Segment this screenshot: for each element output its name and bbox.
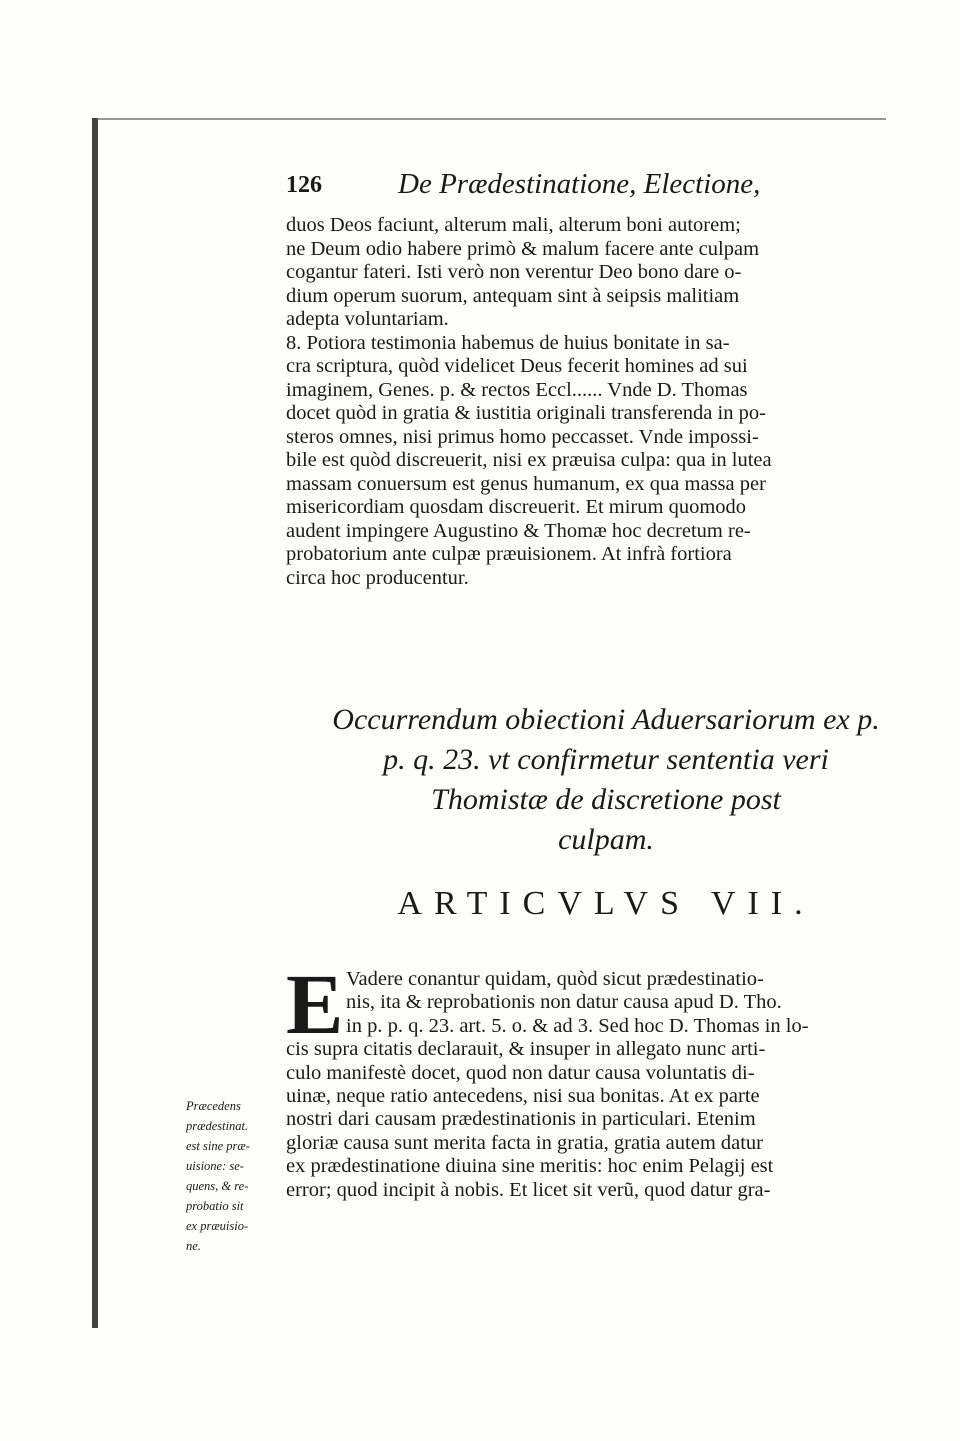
text-line: imaginem, Genes. p. & rectos Eccl...... Vnde D. Thomas <box>286 378 748 401</box>
text-line: docet quòd in gratia & iustitia originali transferenda in po- <box>286 402 766 424</box>
margin-line: probatio sit <box>186 1199 244 1213</box>
text-line: bile est quòd discreuerit, nisi ex præuisa culpa: qua in lutea <box>286 449 772 471</box>
margin-line: ne. <box>186 1239 201 1253</box>
text-line: misericordiam quosdam discreuerit. Et mirum quomodo <box>286 496 747 518</box>
margin-line: quens, & re- <box>186 1179 249 1193</box>
running-title: De Prædestinatione, Electione, <box>398 168 761 200</box>
page-gutter-shadow <box>92 118 98 1328</box>
page-header <box>286 168 886 208</box>
article-body <box>286 968 922 1202</box>
text-line: dium operum suorum, antequam sint à seipsis malitiam <box>286 284 740 307</box>
drop-cap: E <box>286 956 344 1052</box>
text-line: audent impingere Augustino & Thomæ hoc decretum re- <box>286 519 751 542</box>
page-number: 126 <box>286 172 322 198</box>
body-paragraphs <box>286 214 922 590</box>
heading-line: culpam. <box>558 823 654 856</box>
text-line: uinæ, neque ratio antecedens, nisi sua bonitas. At ex parte <box>286 1085 760 1108</box>
text-line: circa hoc producentur. <box>286 566 469 589</box>
text-line: cogantur fateri. Isti verò non verentur Deo bono dare o- <box>286 261 742 283</box>
margin-line: prædestinat. <box>186 1119 249 1133</box>
text-line: massam conuersum est genus humanum, ex qua massa per <box>286 472 766 495</box>
text-line: nostri dari causam prædestinationis in particulari. Etenim <box>286 1108 756 1131</box>
margin-line: ex præuisio- <box>186 1219 249 1233</box>
text-line: steros omnes, nisi primus homo peccasset. Vnde impossi- <box>286 425 759 448</box>
text-line: ne Deum odio habere primò & malum facere ante culpam <box>286 237 760 260</box>
section-heading <box>286 700 926 860</box>
text-line: probatorium ante culpæ præuisionem. At infrà fortiora <box>286 543 732 565</box>
margin-line: uisione: se- <box>186 1159 244 1173</box>
heading-line: p. q. 23. vt confirmetur sententia veri <box>383 743 829 776</box>
heading-line: Thomistæ de discretione post <box>431 783 781 816</box>
margin-line: Præcedens <box>186 1099 241 1113</box>
text-line: nis, ita & reprobationis non datur causa apud D. Tho. <box>346 991 782 1014</box>
text-line: culo manifestè docet, quod non datur causa voluntatis di- <box>286 1061 755 1084</box>
marginal-note <box>186 1096 286 1256</box>
top-edge-line <box>96 118 886 120</box>
text-line: error; quod incipit à nobis. Et licet sit verũ, quod datur gra- <box>286 1178 771 1201</box>
article-title: ARTICVLVS VII. <box>397 885 815 922</box>
margin-line: est sine præ- <box>186 1139 250 1153</box>
text-line: Vadere conantur quidam, quòd sicut prædestinatio- <box>346 968 764 990</box>
text-line: adepta voluntariam. <box>286 308 449 330</box>
text-line: cra scriptura, quòd videlicet Deus fecerit homines ad sui <box>286 355 748 377</box>
text-line: gloriæ causa sunt merita facta in gratia, gratia autem datur <box>286 1131 764 1154</box>
text-line: 8. Potiora testimonia habemus de huius bonitate in sa- <box>286 331 730 354</box>
text-line: in p. p. q. 23. art. 5. o. & ad 3. Sed hoc D. Thomas in lo- <box>346 1014 809 1037</box>
heading-line: Occurrendum obiectioni Aduersariorum ex p. <box>332 703 880 736</box>
text-line: ex prædestinatione diuina sine meritis: hoc enim Pelagij est <box>286 1155 774 1178</box>
text-line: cis supra citatis declarauit, & insuper in allegato nunc arti- <box>286 1038 766 1061</box>
text-line: duos Deos faciunt, alterum mali, alterum boni autorem; <box>286 214 741 236</box>
